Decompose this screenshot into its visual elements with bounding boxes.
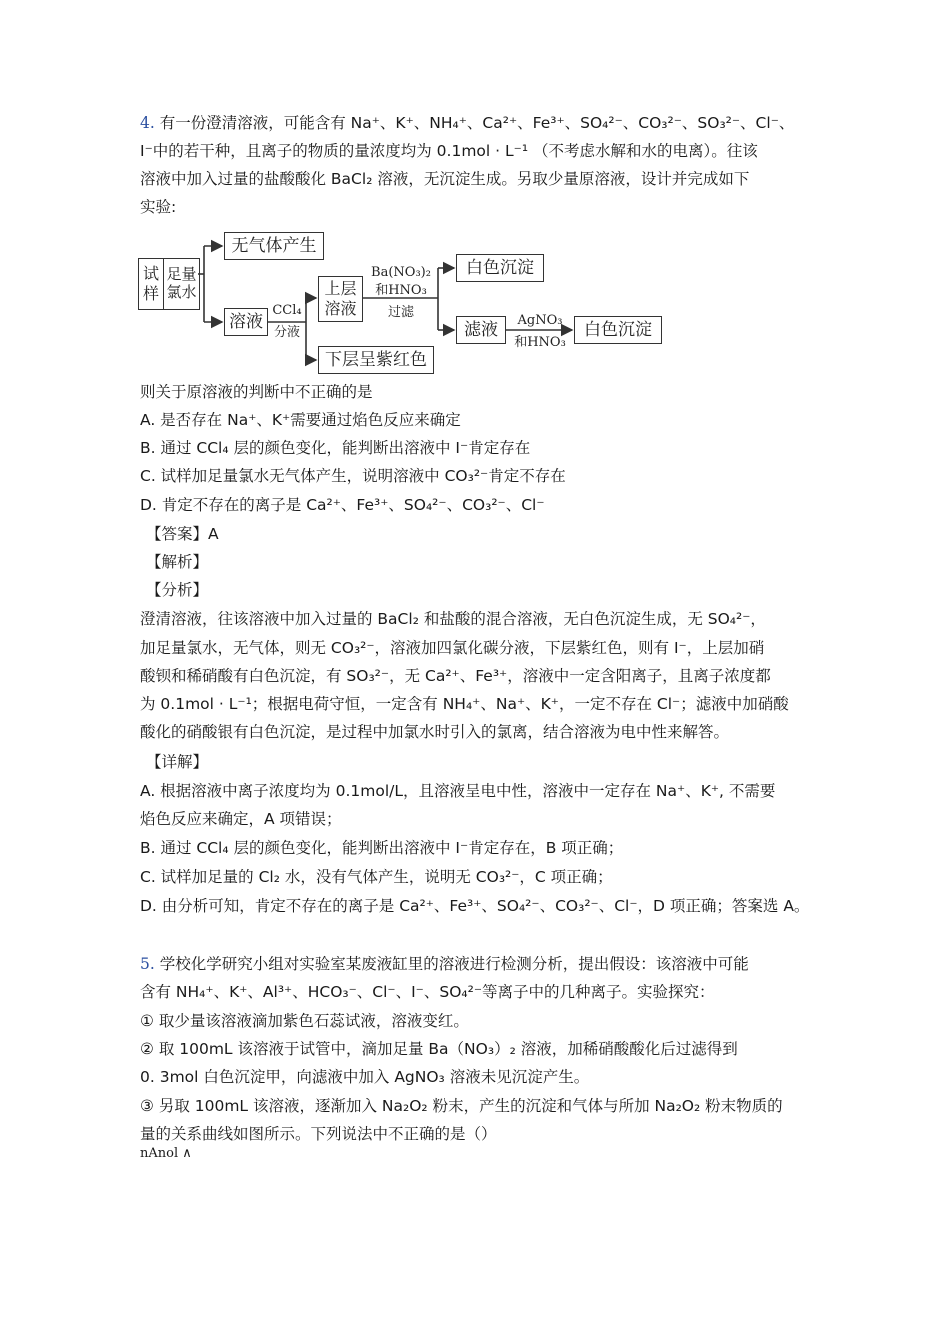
ccl4-label: CCl₄ bbox=[272, 303, 302, 318]
white-precipitate-box-1: 白色沉淀 bbox=[456, 254, 544, 282]
q5-step-2-line-2: 0. 3mol 白色沉淀甲，向滤液中加入 AgNO₃ 溶液未见沉淀产生。 bbox=[140, 1068, 590, 1086]
q5-step-1: ① 取少量该溶液滴加紫色石蕊试液，溶液变红。 bbox=[140, 1012, 469, 1030]
q4-line-2: I⁻中的若干种，且离子的物质的量浓度均为 0.1mol · L⁻¹ （不考虑水解和水的电离）。往该 bbox=[140, 142, 758, 160]
lower-layer-box: 下层呈紫红色 bbox=[318, 346, 434, 374]
detail-a-line-2: 焰色反应来确定，A 项错误； bbox=[140, 810, 342, 828]
detail-a-line-1: A. 根据溶液中离子浓度均为 0.1mol/L，且溶液呈电中性，溶液中一定存在 Na⁺、K⁺, 不需要 bbox=[140, 782, 776, 800]
q5-line-1: 5. 学校化学研究小组对实验室某废液缸里的溶液进行检测分析，提出假设：该溶液中可能 bbox=[140, 955, 749, 973]
separate-label: 分液 bbox=[273, 325, 300, 340]
explanation-label: 【解析】 bbox=[146, 553, 209, 571]
experiment-flowchart bbox=[138, 230, 668, 380]
sample-box: 试 样 bbox=[138, 258, 164, 310]
question-number: 4. bbox=[140, 114, 155, 132]
reagent-hno3: 和HNO₃ bbox=[375, 283, 427, 298]
q5-step-3-line-1: ③ 另取 100mL 该溶液，逐渐加入 Na₂O₂ 粉末，产生的沉淀和气体与所加 Na₂O₂ 粉末物质的 bbox=[140, 1097, 783, 1115]
analysis-line-2: 加足量氯水，无气体，则无 CO₃²⁻，溶液加四氯化碳分液，下层紫红色，则有 I⁻，上层加硝 bbox=[140, 639, 765, 657]
reagent-agno3: AgNO₃ bbox=[517, 313, 563, 328]
filtrate-box: 滤液 bbox=[456, 316, 506, 344]
q4-option-a: A. 是否存在 Na⁺、K⁺需要通过焰色反应来确定 bbox=[140, 411, 461, 429]
q5-step-2-line-1: ② 取 100mL 该溶液于试管中，滴加足量 Ba（NO₃）₂ 溶液，加稀硝酸酸化后过滤得到 bbox=[140, 1040, 738, 1058]
q4-option-d: D. 肯定不存在的离子是 Ca²⁺、Fe³⁺、SO₄²⁻、CO₃²⁻、Cl⁻ bbox=[140, 496, 545, 514]
q5-line-2: 含有 NH₄⁺、K⁺、Al³⁺、HCO₃⁻、Cl⁻、I⁻、SO₄²⁻等离子中的几种离子。实验探究： bbox=[140, 983, 715, 1001]
solution-box: 溶液 bbox=[224, 308, 268, 336]
analysis-line-1: 澄清溶液，往该溶液中加入过量的 BaCl₂ 和盐酸的混合溶液，无白色沉淀生成，无 SO₄²⁻， bbox=[140, 610, 766, 628]
detail-label: 【详解】 bbox=[146, 753, 209, 771]
detail-c: C. 试样加足量的 Cl₂ 水，没有气体产生，说明无 CO₃²⁻，C 项正确； bbox=[140, 868, 613, 886]
white-precipitate-box-2: 白色沉淀 bbox=[574, 316, 662, 344]
reagent-chlorine-water: 足量 氯水 bbox=[164, 258, 200, 310]
q4-line-1: 4. 有一份澄清溶液，可能含有 Na⁺、K⁺、NH₄⁺、Ca²⁺、Fe³⁺、SO₄²⁻、CO₃²⁻、SO₃²⁻、Cl⁻、 bbox=[140, 114, 795, 132]
no-gas-box: 无气体产生 bbox=[224, 232, 324, 260]
upper-layer-box: 上层 溶液 bbox=[318, 276, 363, 322]
detail-d: D. 由分析可知，肯定不存在的离子是 Ca²⁺、Fe³⁺、SO₄²⁻、CO₃²⁻、Cl⁻，D 项正确；答案选 A。 bbox=[140, 897, 810, 915]
q5-step-3-line-2: 量的关系曲线如图所示。下列说法中不正确的是（） bbox=[140, 1125, 497, 1143]
q4-line-3: 溶液中加入过量的盐酸酸化 BaCl₂ 溶液，无沉淀生成。另取少量原溶液，设计并完成如下 bbox=[140, 170, 750, 188]
answer-label: 【答案】A bbox=[146, 525, 219, 543]
q4-option-c: C. 试样加足量氯水无气体产生，说明溶液中 CO₃²⁻肯定不存在 bbox=[140, 467, 566, 485]
analysis-line-5: 酸化的硝酸银有白色沉淀，是过程中加氯水时引入的氯离，结合溶液为电中性来解答。 bbox=[140, 723, 730, 741]
reagent-ba-nitrate: Ba(NO₃)₂ bbox=[371, 265, 431, 280]
analysis-line-4: 为 0.1mol · L⁻¹；根据电荷守恒，一定含有 NH₄⁺、Na⁺、K⁺，一定不存在 Cl⁻；滤液中加硝酸 bbox=[140, 695, 789, 713]
filter-label: 过滤 bbox=[387, 305, 414, 320]
q4-line-4: 实验: bbox=[140, 198, 177, 216]
analysis-line-3: 酸钡和稀硝酸有白色沉淀，有 SO₃²⁻，无 Ca²⁺、Fe³⁺，溶液中一定含阳离子，且离子浓度都 bbox=[140, 667, 771, 685]
q4-question: 则关于原溶液的判断中不正确的是 bbox=[140, 383, 373, 401]
question-number: 5. bbox=[140, 955, 155, 973]
reagent-hno3-2: 和HNO₃ bbox=[514, 335, 566, 350]
graph-axis-fragment: nAnol ∧ bbox=[140, 1146, 192, 1161]
q4-option-b: B. 通过 CCl₄ 层的颜色变化，能判断出溶液中 I⁻肯定存在 bbox=[140, 439, 531, 457]
detail-b: B. 通过 CCl₄ 层的颜色变化，能判断出溶液中 I⁻肯定存在，B 项正确； bbox=[140, 839, 624, 857]
analysis-label: 【分析】 bbox=[146, 581, 209, 599]
